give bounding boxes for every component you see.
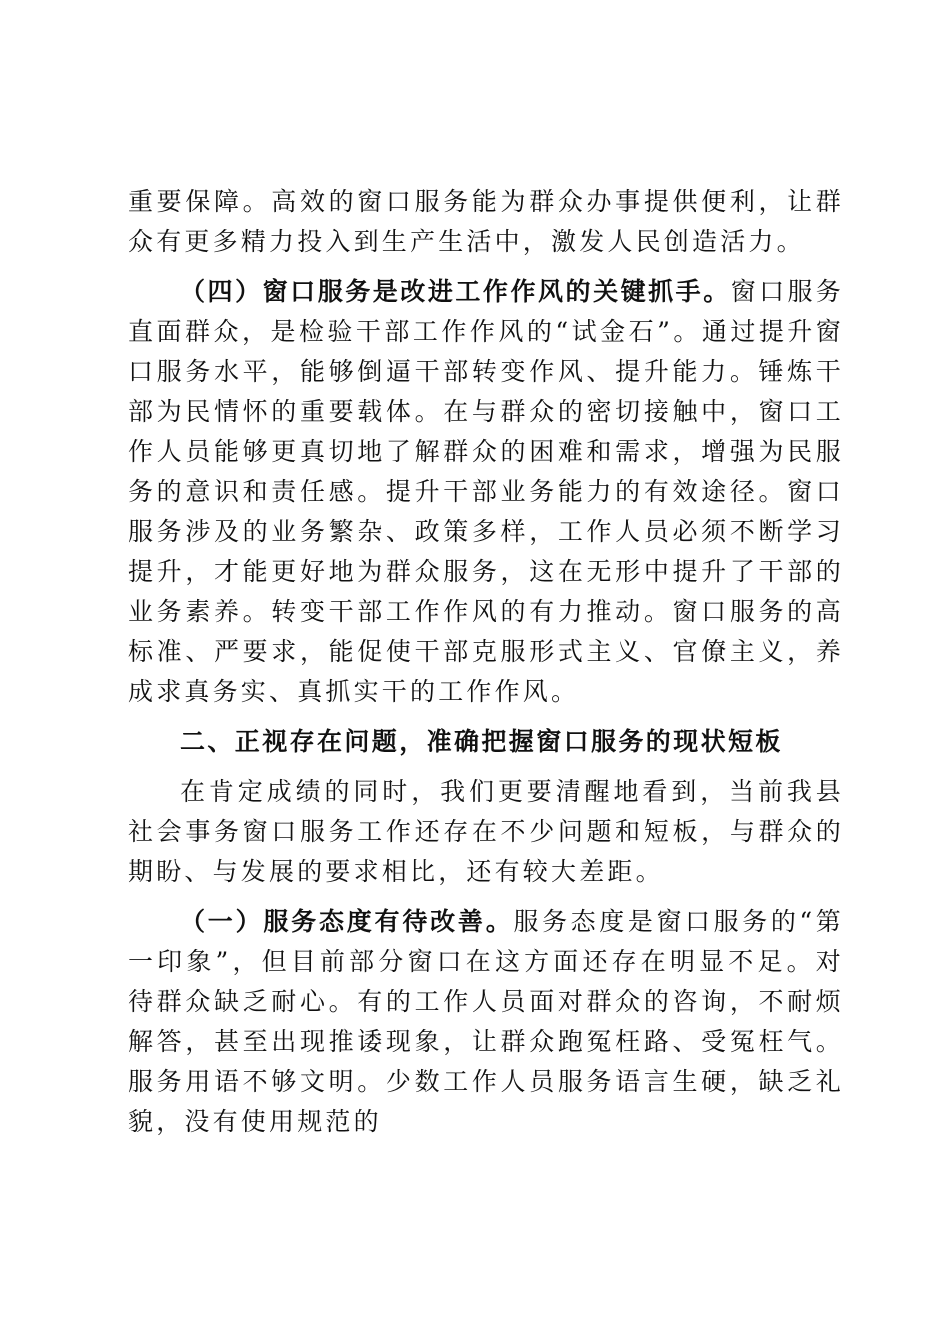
paragraph-text: 窗口服务直面群众，是检验干部工作作风的“试金石”。通过提升窗口服务水平，能够倒逼干部转变作风、提升能力。锤炼干部为民情怀的重要载体。在与群众的密切接触中，窗口工作人员能够更真切地了解群众的困难和需求，增强为民服务的意识和责任感。提升干部业务能力的有效途径。窗口服务涉及的业务繁杂、政策多样，工作人员必须不断学习提升，才能更好地为群众服务，这在无形中提升了干部的业务素养。转变干部工作作风的有力推动。窗口服务的高标准、严要求，能促使干部克服形式主义、官僚主义，养成求真务实、真抓实干的工作作风。 — [128, 277, 844, 706]
section-title-text: 二、正视存在问题，准确把握窗口服务的现状短板 — [180, 727, 783, 756]
paragraph-intro-problems — [128, 772, 844, 892]
paragraph-section-four — [128, 272, 844, 712]
paragraph-text: 重要保障。高效的窗口服务能为群众办事提供便利，让群众有更多精力投入到生产生活中，激发人民创造活力。 — [128, 187, 844, 256]
paragraph-section-one — [128, 902, 844, 1142]
paragraph-text: 在肯定成绩的同时，我们更要清醒地看到，当前我县社会事务窗口服务工作还存在不少问题和短板，与群众的期盼、与发展的要求相比，还有较大差距。 — [128, 777, 844, 886]
document-body — [128, 182, 844, 1142]
paragraph-continuation — [128, 182, 844, 262]
subheading-four: （四）窗口服务是改进工作作风的关键抓手。 — [180, 277, 731, 306]
section-title-two — [128, 722, 844, 762]
subheading-one: （一）服务态度有待改善。 — [180, 907, 514, 936]
paragraph-text: 服务态度是窗口服务的“第一印象”，但目前部分窗口在这方面还存在明显不足。对待群众缺乏耐心。有的工作人员面对群众的咨询，不耐烦解答，甚至出现推诿现象，让群众跑冤枉路、受冤枉气。服务用语不够文明。少数工作人员服务语言生硬，缺乏礼貌，没有使用规范的 — [128, 907, 844, 1136]
